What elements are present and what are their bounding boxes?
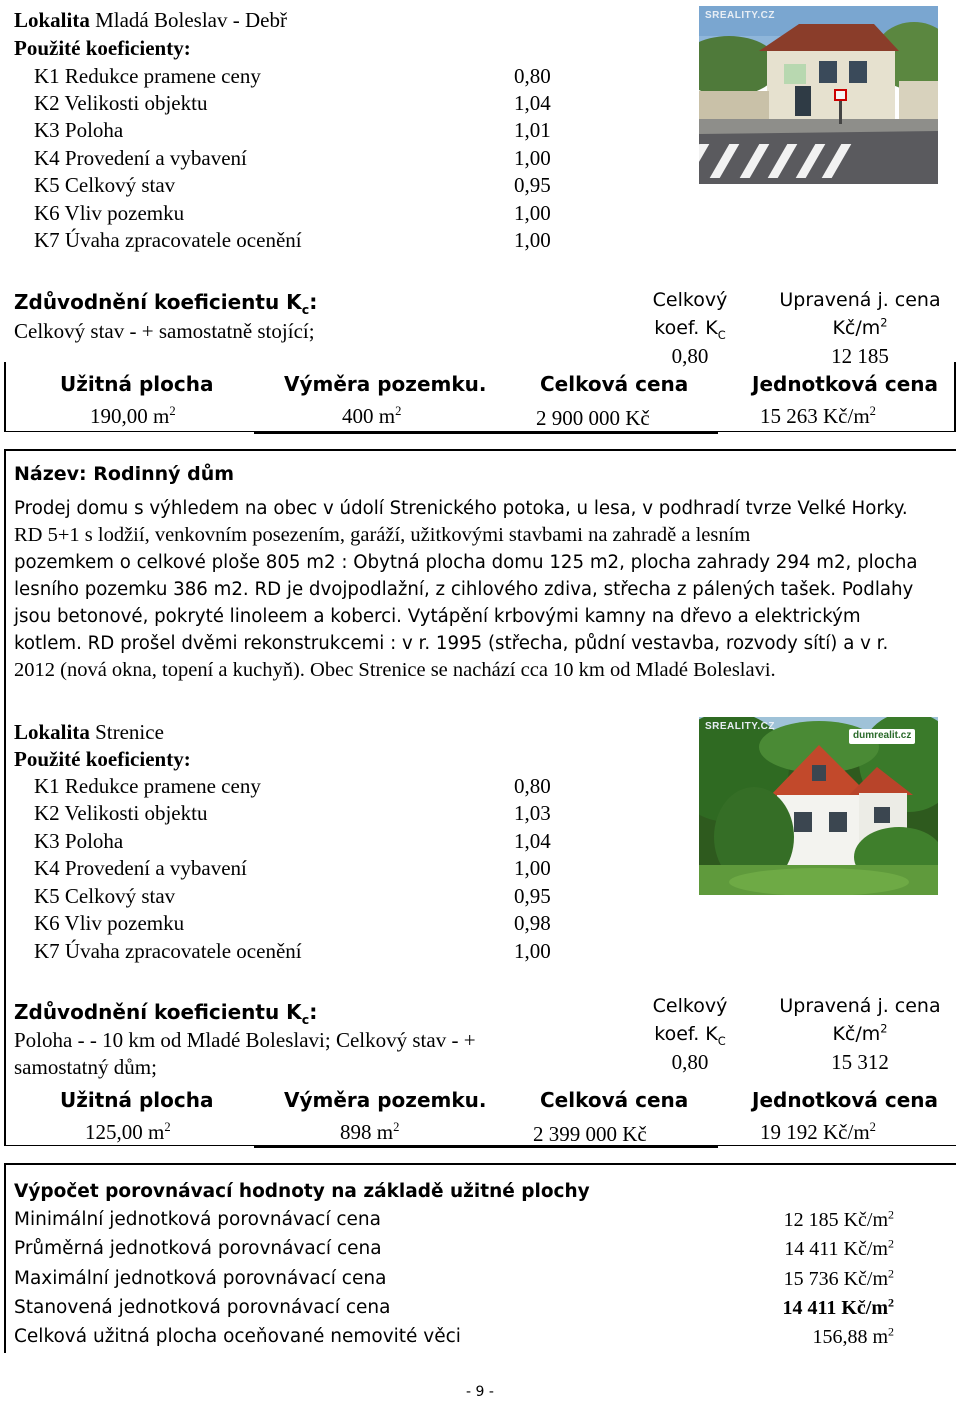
coef-value: 1,00	[514, 939, 551, 963]
coef-row	[34, 883, 554, 910]
adjusted-price-label: Upravená j. cena	[779, 995, 941, 1017]
coef-value: 1,04	[514, 91, 551, 115]
summary-value: 156,88 $m^2$	[812, 1324, 894, 1348]
justification-heading-1	[14, 289, 318, 318]
coef-row	[34, 800, 554, 827]
coef-label: K2 Velikosti objektu	[34, 91, 208, 115]
summary-row	[14, 1208, 894, 1237]
adjusted-price-value: 12 185	[831, 344, 889, 368]
property-photo-2	[699, 717, 938, 895]
coef-row	[34, 172, 554, 199]
value-total: 2 399 000 Kč	[533, 1122, 647, 1146]
total-coef-sub: C	[717, 1033, 726, 1048]
coef-value: 1,01	[514, 118, 551, 142]
lokalita-value: Mladá Boleslav - Debř	[95, 8, 287, 32]
coef-row	[34, 773, 554, 800]
header-area: Užitná plocha	[60, 372, 214, 396]
coef-label: K4 Provedení a vybavení	[34, 146, 247, 170]
coef-row	[34, 828, 554, 855]
description-line: lesního pozemku 386 m2. RD je dvojpodlažní, z cihlového zdiva, střecha z pálených tašek. Podlahy	[14, 579, 914, 600]
summary-row	[14, 1296, 894, 1325]
lokalita-line-1	[14, 7, 287, 33]
header-unit: Jednotková cena	[752, 1088, 939, 1112]
listing-name-label: Název:	[14, 463, 87, 485]
coef-row	[34, 117, 554, 144]
coef-label: K7 Úvaha zpracovatele ocenění	[34, 939, 302, 963]
header-area: Užitná plocha	[60, 1088, 214, 1112]
photo-watermark: SREALITY.CZ	[705, 721, 775, 732]
coef-value: 1,04	[514, 829, 551, 853]
coef-row	[34, 910, 554, 937]
coef-heading: Použité koeficienty:	[14, 747, 191, 771]
coef-label: K3 Poloha	[34, 829, 124, 853]
justification-colon: :	[309, 290, 318, 314]
total-coef-sub: C	[717, 327, 726, 342]
justification-text-1: Celkový stav - + samostatně stojící;	[14, 319, 315, 343]
justification-text-2b: samostatný dům;	[14, 1055, 157, 1079]
coef-row	[34, 90, 554, 117]
lokalita-value: Strenice	[95, 720, 164, 744]
justification-label: Zdůvodnění koeficientu K	[14, 1000, 302, 1024]
value-unit: 19 192 $Kč/m^2$	[760, 1120, 876, 1144]
summary-row	[14, 1325, 894, 1354]
justification-sub: c	[301, 1012, 310, 1028]
frame-right-1	[954, 362, 956, 432]
total-coef-block-2	[620, 992, 760, 1076]
description-line: kotlem. RD prošel dvěmi rekonstrukcemi : v r. 1995 (střecha, půdní vestavba, rozvody sítí) a v r.	[14, 633, 889, 654]
coef-value: 0,80	[514, 64, 551, 88]
total-coef-label: Celkový	[652, 995, 728, 1017]
summary-label: Průměrná jednotková porovnávací cena	[14, 1238, 382, 1259]
justification-colon: :	[309, 1000, 318, 1024]
frame-bottom-bold-1	[254, 431, 718, 434]
adjusted-price-value: 15 312	[831, 1050, 889, 1074]
adjusted-price-unit: Kč/m	[832, 1023, 881, 1045]
value-plot: 400 $m^2$	[342, 404, 402, 428]
lokalita-label: Lokalita	[14, 8, 90, 32]
header-total: Celková cena	[540, 1088, 689, 1112]
adjusted-price-block-1: Upravená j. cena $Kč/m^2$ 12 185	[765, 286, 955, 370]
listing-name	[14, 463, 234, 487]
summary-value: 12 185 $Kč/m^2$	[783, 1207, 894, 1231]
header-plot: Výměra pozemku.	[284, 372, 487, 396]
coef-label: K1 Redukce pramene ceny	[34, 64, 261, 88]
justification-sub: c	[301, 302, 310, 318]
coef-value: 0,95	[514, 884, 551, 908]
total-coef-label: Celkový	[652, 289, 728, 311]
coef-label: K1 Redukce pramene ceny	[34, 774, 261, 798]
coef-heading: Použité koeficienty:	[14, 36, 191, 60]
coef-row	[34, 145, 554, 172]
coef-row	[34, 63, 554, 90]
coef-label: K5 Celkový stav	[34, 173, 176, 197]
justification-text-2a: Poloha - - 10 km od Mladé Boleslavi; Celkový stav - +	[14, 1028, 476, 1052]
coef-label: K7 Úvaha zpracovatele ocenění	[34, 228, 302, 252]
coef-row	[34, 200, 554, 227]
family-house-image	[699, 717, 938, 895]
summary-value: 14 411 $Kč/m^2$	[784, 1236, 894, 1260]
lokalita-label: Lokalita	[14, 720, 90, 744]
photo-badge: dumrealit.cz	[849, 729, 915, 744]
coef-row	[34, 938, 554, 965]
description-line: Prodej domu s výhledem na obec v údolí Strenického potoka, u lesa, v podhradí tvrze Velké Horky.	[14, 498, 908, 519]
photo-watermark: SREALITY.CZ	[705, 10, 775, 21]
adjusted-price-label: Upravená j. cena	[779, 289, 941, 311]
value-total: 2 900 000 Kč	[536, 406, 650, 430]
coef-value: 1,00	[514, 146, 551, 170]
summary-value: 15 736 $Kč/m^2$	[783, 1266, 894, 1290]
total-coef-value: 0,80	[671, 1050, 709, 1074]
coef-label: K2 Velikosti objektu	[34, 801, 208, 825]
coef-value: 0,98	[514, 911, 551, 935]
property-photo-1	[699, 6, 938, 184]
coef-label: K6 Vliv pozemku	[34, 201, 185, 225]
header-plot: Výměra pozemku.	[284, 1088, 487, 1112]
frame-bottom-bold-2	[254, 1145, 718, 1148]
justification-heading-2	[14, 999, 318, 1028]
value-area: 190,00 $m^2$	[90, 404, 176, 428]
coef-label: K6 Vliv pozemku	[34, 911, 185, 935]
value-area: 125,00 $m^2$	[85, 1120, 171, 1144]
listing-name-value: Rodinný dům	[93, 463, 235, 485]
description-line: RD 5+1 s lodžií, venkovním posezením, garáží, užitkovými stavbami na zahradě a lesním	[14, 524, 751, 546]
value-unit: 15 263 $Kč/m^2$	[760, 404, 876, 428]
description-line: 2012 (nová okna, topení a kuchyň). Obec Strenice se nachází cca 10 km od Mladé Boleslavi.	[14, 659, 776, 681]
adjusted-price-unit: Kč/m	[832, 317, 881, 339]
summary-label: Stanovená jednotková porovnávací cena	[14, 1297, 391, 1318]
page-number: - 9 -	[466, 1384, 494, 1400]
summary-row	[14, 1237, 894, 1266]
total-coef-block-1	[620, 286, 760, 370]
header-total: Celková cena	[540, 372, 689, 396]
summary-row	[14, 1267, 894, 1296]
summary-title: Výpočet porovnávací hodnoty na základě užitné plochy	[14, 1181, 590, 1202]
coef-value: 1,00	[514, 856, 551, 880]
coef-value: 0,80	[514, 774, 551, 798]
coef-value: 1,00	[514, 228, 551, 252]
justification-label: Zdůvodnění koeficientu K	[14, 290, 302, 314]
frame-left-1	[4, 362, 6, 432]
description-line: pozemkem o celkové ploše 805 m2 : Obytná plocha domu 125 m2, plocha zahrady 294 m2, plocha	[14, 552, 918, 573]
total-coef-label-2: koef. K	[654, 1023, 718, 1045]
summary-label: Maximální jednotková porovnávací cena	[14, 1268, 387, 1289]
summary-value: 14 411 $Kč/m^2$	[782, 1295, 894, 1319]
coef-value: 1,00	[514, 201, 551, 225]
description-line: jsou betonové, pokryté linoleem a koberci. Vytápění krbovými kamny na dřevo a elektrickým	[14, 606, 861, 627]
value-plot: 898 $m^2$	[340, 1120, 400, 1144]
coef-value: 1,03	[514, 801, 551, 825]
summary-label: Minimální jednotková porovnávací cena	[14, 1209, 381, 1230]
coef-row	[34, 227, 554, 254]
street-house-image	[699, 6, 938, 184]
total-coef-value: 0,80	[671, 344, 709, 368]
coef-label: K5 Celkový stav	[34, 884, 176, 908]
header-unit: Jednotková cena	[752, 372, 939, 396]
coef-row	[34, 855, 554, 882]
coef-label: K4 Provedení a vybavení	[34, 856, 247, 880]
coef-value: 0,95	[514, 173, 551, 197]
total-coef-label-2: koef. K	[654, 317, 718, 339]
lokalita-line-2	[14, 719, 164, 745]
coef-label: K3 Poloha	[34, 118, 124, 142]
adjusted-price-block-2: Upravená j. cena $Kč/m^2$ 15 312	[765, 992, 955, 1076]
summary-label: Celková užitná plocha oceňované nemovité věci	[14, 1326, 461, 1347]
